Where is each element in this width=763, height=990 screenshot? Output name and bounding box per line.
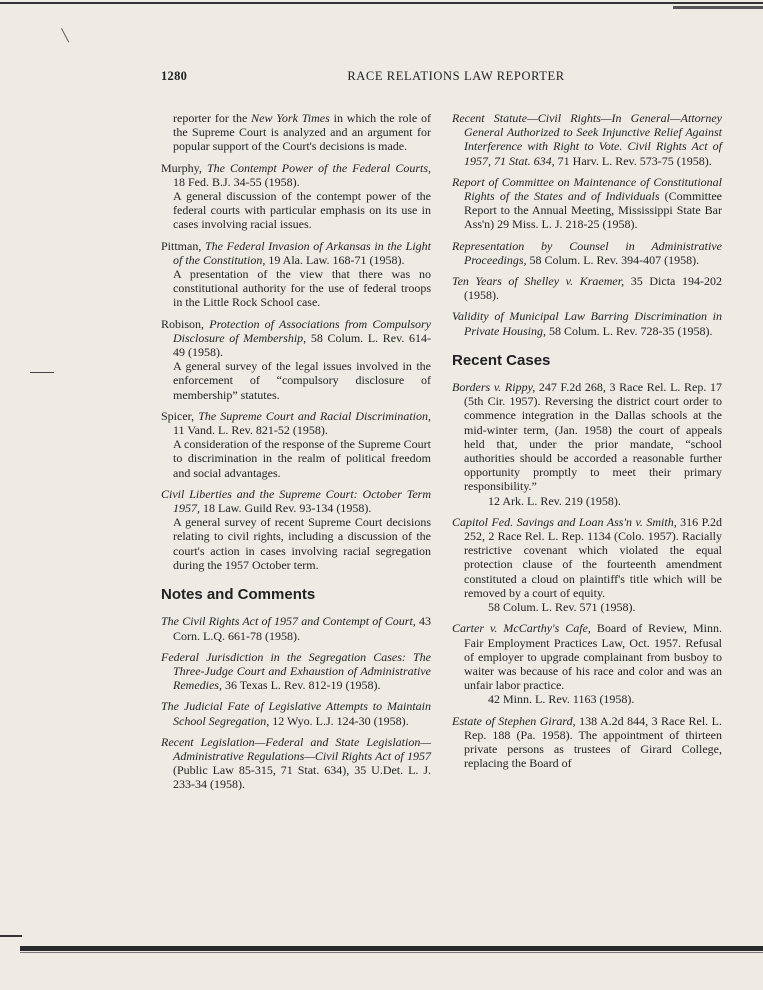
bottom-rule-thin — [20, 952, 763, 953]
top-rule-accent — [673, 6, 763, 9]
top-rule — [0, 2, 763, 6]
note-entry-1: The Civil Rights Act of 1957 and Contempt of Court, 43 Corn. L.Q. 661-78 (1958). — [161, 614, 431, 643]
intro-paragraph: reporter for the New York Times in which the role of the Supreme Court is analyzed and an argument for popular support of the Court's decisions is made. — [173, 111, 431, 154]
case-entry-carter: Carter v. McCarthy's Cafe, Board of Review, Minn. Fair Employment Practices Law, Oct. 1957. Refusal of employer to upgrade complainant from busboy to waiter was because of his race and color and was an unfair labor practice. 42 Minn. L. Rev. 1163 (1958). — [452, 621, 723, 707]
bib-entry-spicer: Spicer, The Supreme Court and Racial Discrimination, 11 Vand. L. Rev. 821-52 (1958). A consideration of the response of the Supreme Court to discrimination in the realm of political freedom and social advantages. — [161, 408, 431, 480]
bib-entry-robison: Robison, Protection of Associations from Compulsory Disclosure of Membership, 58 Colum. L. Rev. 614-49 (1958). A general survey of the legal issues involved in the enforcement of “compulsory disclosure of membership” statutes. — [161, 316, 431, 402]
bottom-rule — [20, 946, 763, 951]
note-entry-7: Representation by Counsel in Administrative Proceedings, 58 Colum. L. Rev. 394-407 (1958). — [452, 238, 722, 267]
page-header — [161, 69, 731, 85]
running-head: RACE RELATIONS LAW REPORTER — [347, 69, 565, 83]
section-heading-notes: Notes and Comments — [161, 586, 316, 604]
bib-entry-pittman: Pittman, The Federal Invasion of Arkansas in the Light of the Constitution, 19 Ala. Law. 168-71 (1958). A presentation of the view that there was no constitutional authority for the use of federal troops in the Little Rock School case. — [161, 238, 431, 310]
note-entry-8: Ten Years of Shelley v. Kraemer, 35 Dicta 194-202 (1958). — [452, 274, 722, 303]
case-entry-capitol: Capitol Fed. Savings and Loan Ass'n v. Smith, 316 P.2d 252, 2 Race Rel. L. Rep. 1134 (Colo. 1957). Racially restrictive covenant which violated the equal protection clause of the fourteenth amendment constituted a cloud on plaintiff's title which will be removed by a court of equity. 58 Colum. L. Rev. 571 (1958). — [452, 514, 722, 615]
bib-entry-civil-liberties: Civil Liberties and the Supreme Court: October Term 1957, 18 Law. Guild Rev. 93-134 (1958). A general survey of recent Supreme Court decisions relating to civil rights, including a discussion of the court's action in cases involving racial segregation during the 1957 October term. — [161, 486, 431, 572]
right-column — [452, 111, 722, 777]
note-entry-2: Federal Jurisdiction in the Segregation Cases: The Three-Judge Court and Exhaustion of Administrative Remedies, 36 Texas L. Rev. 812-19 (1958). — [161, 649, 431, 693]
note-entry-3: The Judicial Fate of Legislative Attempts to Maintain School Segregation, 12 Wyo. L.J. 124-30 (1958). — [161, 699, 431, 728]
note-entry-4: Recent Legislation—Federal and State Legislation—Administrative Regulations—Civil Rights Act of 1957 (Public Law 85-315, 71 Stat. 634), 35 U.Det. L. J. 233-34 (1958). — [161, 734, 431, 792]
note-entry-6: Report of Committee on Maintenance of Constitutional Rights of the States and of Individuals (Committee Report to the Annual Meeting, Mississippi State Bar Ass'n) 29 Miss. L. J. 218-25 (1958). — [452, 174, 722, 232]
case-entry-girard: Estate of Stephen Girard, 138 A.2d 844, 3 Race Rel. L. Rep. 188 (Pa. 1958). The appointment of thirteen private persons as trustees of Girard College, replacing the Board of — [452, 713, 722, 771]
bib-entry-murphy: Murphy, The Contempt Power of the Federal Courts, 18 Fed. B.J. 34-55 (1958). A general discussion of the contempt power of the federal courts with particular emphasis on its use in cases involving racial issues. — [161, 160, 431, 232]
margin-tick — [30, 372, 54, 373]
section-heading-cases: Recent Cases — [452, 351, 551, 369]
margin-mark: ╱ — [57, 28, 74, 43]
note-entry-9: Validity of Municipal Law Barring Discrimination in Private Housing, 58 Colum. L. Rev. 728-35 (1958). — [452, 309, 722, 338]
case-entry-borders: Borders v. Rippy, 247 F.2d 268, 3 Race Rel. L. Rep. 17 (5th Cir. 1957). Reversing the district court order to commence integration in the Dallas schools at the mid-winter term, (Jan. 1958) the court of appeals held that, under the prior mandate, “school authorities should be accorded a reasonable further opportunity promptly to meet their primary responsibility.” 12 Ark. L. Rev. 219 (1958). — [452, 380, 722, 508]
note-entry-5: Recent Statute—Civil Rights—In General—Attorney General Authorized to Seek Injunctive Relief Against Interference with Right to Vote. Civil Rights Act of 1957, 71 Stat. 634, 71 Harv. L. Rev. 573-75 (1958). — [452, 111, 722, 168]
page-number: 1280 — [161, 69, 188, 83]
left-column — [161, 111, 431, 799]
margin-tick-bottom — [0, 935, 22, 937]
